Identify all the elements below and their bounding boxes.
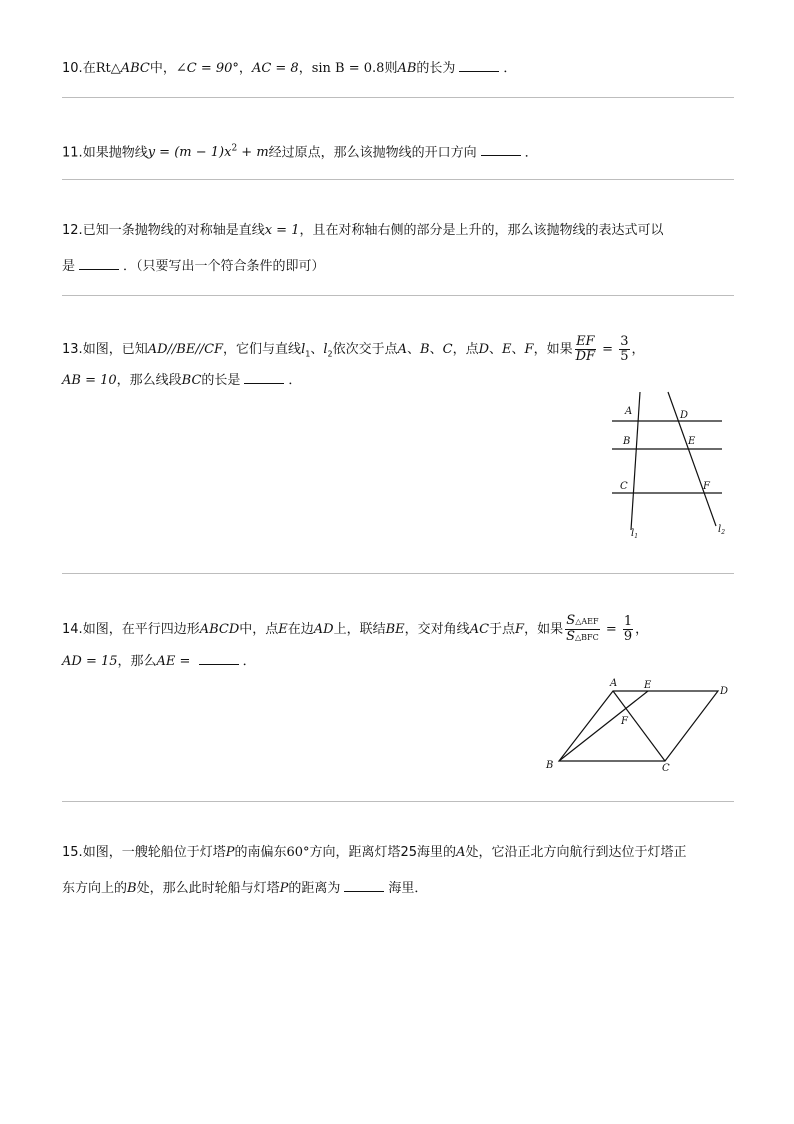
q13-number: 13. (62, 342, 83, 357)
q12-text-4: ．（只要写出一个符合条件的即可） (123, 259, 325, 274)
q14-sn-sub: △AEF (575, 617, 599, 626)
q12-equation: x = 1 (264, 223, 300, 238)
q13-frac-num: EF (576, 334, 595, 349)
q13-end: ． (288, 373, 302, 388)
q15-text-5: 东方向上的 (62, 881, 128, 896)
question-14 (62, 614, 648, 645)
q10-text-6: 的长为 (416, 61, 456, 76)
q14-ad: AD (313, 622, 334, 637)
q14-text-8: ，那么 (117, 654, 157, 669)
q11-number: 11. (62, 145, 83, 161)
q15-text: 如图，一艘轮船位于灯塔 (82, 845, 226, 860)
q13-sep-2: 、 (429, 342, 443, 357)
q14-number: 14. (62, 622, 83, 637)
q13-f: F (524, 342, 534, 357)
segment-be (559, 691, 648, 761)
divider (62, 801, 734, 802)
q13-value (619, 335, 629, 364)
q15-text-3: 方向，距离灯塔25海里的 (309, 845, 457, 860)
q14-sn: S (566, 613, 576, 628)
q12-number: 12. (62, 223, 83, 238)
q13-fraction (575, 335, 596, 364)
q13-sep-4: 、 (511, 342, 525, 357)
label-d: D (680, 410, 689, 421)
q15-answer-blank[interactable] (344, 877, 384, 892)
q13-d: D (478, 342, 490, 357)
q13-ab: AB = 10 (62, 373, 117, 388)
q14-figure (540, 672, 740, 778)
q13-val-den: 5 (620, 349, 629, 364)
q13-b: B (420, 342, 430, 357)
label-f: F (703, 481, 710, 492)
q12-answer-blank[interactable] (79, 255, 119, 270)
q11-equation (148, 145, 269, 160)
q13-parallel: AD//BE//CF (147, 342, 224, 357)
question-13 (62, 335, 645, 367)
q10-ab: AB (397, 61, 417, 76)
q13-answer-blank[interactable] (244, 369, 284, 384)
label-b: B (623, 436, 631, 447)
q10-rt: Rt△ (95, 61, 121, 76)
divider (62, 295, 734, 296)
q14-text-6: 于点 (489, 622, 516, 637)
label-b: B (546, 760, 554, 771)
q13-l2: l (323, 342, 328, 357)
q11-answer-blank[interactable] (481, 141, 521, 156)
q14-sd: S (566, 629, 575, 644)
q14-text-7: ，如果 (524, 622, 564, 637)
question-15-line-2 (62, 877, 427, 899)
q10-text-2: 中， (149, 61, 176, 76)
q10-ac: AC = 8 (251, 61, 299, 76)
q10-angle: ∠C = 90° (175, 61, 239, 76)
question-11 (62, 139, 538, 163)
label-a: A (610, 678, 618, 689)
q13-text-5: ，如果 (533, 342, 573, 357)
q14-text-3: 在边 (287, 622, 314, 637)
q15-text-4: 处，它沿正北方向航行到达位于灯塔正 (465, 845, 687, 860)
question-10 (62, 57, 516, 79)
q14-equals: = (601, 622, 621, 637)
q15-text-7: 的距离为 (288, 881, 341, 896)
q15-text-8: 海里． (388, 881, 428, 896)
q14-sd-sub: △BFC (575, 633, 599, 642)
q14-value (623, 615, 633, 644)
line-l2 (668, 392, 716, 526)
label-c: C (662, 763, 670, 774)
q10-text-3: ， (238, 61, 252, 76)
q14-text-5: ，交对角线 (404, 622, 470, 637)
q14-text-2: 中，点 (239, 622, 279, 637)
q13-text-6: ，那么线段 (116, 373, 182, 388)
q14-f: F (515, 622, 525, 637)
q11-eq-sup: 2 (231, 144, 238, 154)
q15-b: B (127, 881, 137, 896)
label-e: E (688, 436, 696, 447)
q12-text-3: 是 (62, 259, 76, 274)
q10-text-5: 则 (384, 61, 398, 76)
q14-abcd: ABCD (199, 622, 240, 637)
divider (62, 573, 734, 574)
q14-val-den: 9 (623, 629, 633, 644)
q13-figure (600, 388, 740, 544)
q14-text-4: 上，联结 (333, 622, 386, 637)
q13-sep: 、 (310, 342, 324, 357)
q13-equals: = (598, 342, 618, 357)
label-l2: $l_2$ (718, 524, 726, 536)
label-c: C (620, 481, 628, 492)
label-f: F (621, 716, 628, 727)
q13-comma: ， (631, 342, 645, 357)
q14-answer-blank[interactable] (199, 650, 239, 665)
q14-frac-num (565, 614, 600, 630)
q14-ad-value: AD = 15 (62, 654, 118, 669)
q14-ae: AE = (156, 654, 195, 669)
q15-number: 15. (62, 845, 83, 860)
divider (62, 179, 734, 180)
q14-ac: AC (469, 622, 490, 637)
q14-fraction (565, 614, 600, 645)
q13-val-num: 3 (620, 334, 629, 349)
q13-e: E (502, 342, 512, 357)
divider (62, 97, 734, 98)
label-l1: $l_1$ (631, 528, 639, 540)
q13-sep-1: 、 (407, 342, 421, 357)
q11-text: 如果抛物线 (82, 145, 148, 161)
q13-sep-3: 、 (489, 342, 503, 357)
line-l1 (631, 392, 640, 530)
q14-val-num: 1 (623, 614, 633, 629)
q10-text-4: ， (298, 61, 312, 76)
q13-c: C (442, 342, 453, 357)
q13-text: 如图，已知 (82, 342, 148, 357)
q10-number: 10. (62, 61, 83, 76)
q12-text: 已知一条抛物线的对称轴是直线 (82, 223, 265, 238)
q13-text-3: 依次交于点 (332, 342, 398, 357)
q10-answer-blank[interactable] (459, 57, 499, 72)
q13-frac-den: DF (575, 349, 596, 364)
q10-sin: sin B = 0.8 (311, 61, 385, 76)
q15-degree: 60° (286, 845, 310, 860)
q13-bc: BC (181, 373, 202, 388)
q14-frac-den (565, 630, 600, 645)
label-a: A (625, 406, 633, 417)
q13-l1: l (301, 342, 306, 357)
label-d: D (720, 686, 729, 697)
q15-text-6: 处，那么此时轮船与灯塔 (136, 881, 280, 896)
q11-end: ． (524, 145, 538, 161)
q13-a: A (397, 342, 408, 357)
q15-a: A (456, 845, 466, 860)
q14-be: BE (385, 622, 405, 637)
q10-end: ． (503, 61, 517, 76)
q10-abc: ABC (120, 61, 150, 76)
question-14-line-2 (62, 650, 256, 672)
q14-e: E (278, 622, 288, 637)
q11-eq-b: + m (237, 145, 269, 161)
q13-text-4: ，点 (452, 342, 479, 357)
q13-l2-sub: 2 (327, 349, 333, 359)
q11-text-2: 经过原点，那么该抛物线的开口方向 (268, 145, 477, 161)
q15-text-2: 的南偏东 (234, 845, 287, 860)
q15-p-2: P (279, 881, 289, 896)
label-e: E (644, 680, 652, 691)
q12-text-2: ，且在对称轴右侧的部分是上升的，那么该抛物线的表达式可以 (299, 223, 664, 238)
q14-comma: ， (635, 622, 649, 637)
q15-p: P (225, 845, 235, 860)
question-12-line-2 (62, 255, 325, 277)
q13-text-2: ，它们与直线 (223, 342, 302, 357)
question-12 (62, 221, 663, 241)
q10-text: 在 (82, 61, 96, 76)
question-15 (62, 843, 686, 863)
q14-end: ． (242, 654, 256, 669)
q11-eq-a: y = (m − 1)x (147, 145, 232, 161)
q13-l1-sub: 1 (305, 349, 311, 359)
question-13-line-2 (62, 369, 301, 391)
q13-text-7: 的长是 (201, 373, 241, 388)
q14-text: 如图，在平行四边形 (82, 622, 200, 637)
